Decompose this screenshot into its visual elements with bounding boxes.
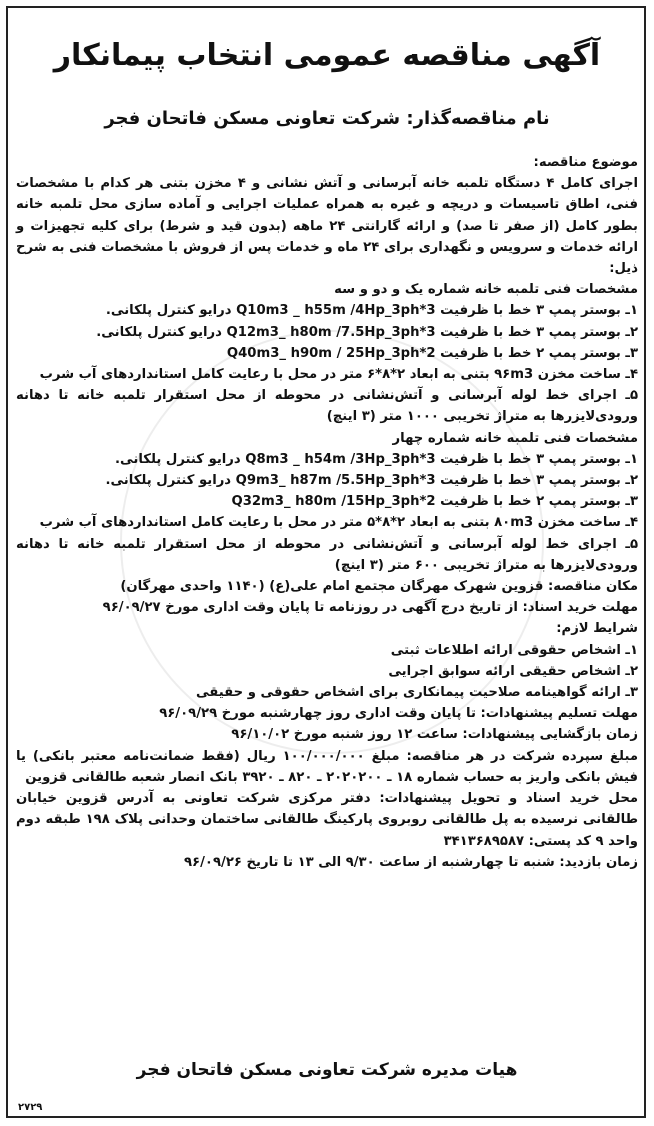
subject-text: اجرای کامل ۴ دستگاه تلمبه خانه آبرسانی و آتش نشانی و ۴ مخزن بتنی هر کدام با مشخصات فنی، اطاق تاسیسات و دریچه و غیره به همراه عملیات اجرایی و آماده سازی محل تلمبه خانه بطور کامل (از صفر تا صد) و ارائه گارانتی ۲۴ ماهه (بدون قید و شرط) برای کلیه تجهیزات و ارائه خدمات و سرویس و نگهداری برای ۲۴ ماه و خدمات پس از فروش با مشخصات فنی به شرح ذیل: [16, 176, 638, 277]
notice-title: آگهی مناقصه عمومی انتخاب پیمانکار [53, 38, 601, 73]
conditions-heading: شرایط لازم: [556, 621, 638, 637]
spec2-heading: مشخصات فنی تلمبه خانه شماره چهار [392, 430, 638, 446]
list-item: ۴ـ ساخت مخزن ۹۶m3 بتنی به ابعاد ۲*۸*۶ متر در محل با رعایت کامل استانداردهای آب شرب [39, 367, 638, 383]
spec2-list [16, 449, 638, 576]
list-item: ۳ـ بوستر پمپ ۲ خط با ظرفیت Q40m3_ h90m / 25Hp_3ph*2 [226, 345, 638, 361]
list-item: ۲ـ بوستر پمپ ۳ خط با ظرفیت Q9m3_ h87m /5.5Hp_3ph*3 درایو کنترل پلکانی. [105, 473, 638, 489]
spec1-list [16, 300, 638, 427]
list-item: ۵ـ اجرای خط لوله آبرسانی و آتش‌نشانی در محوطه از محل استقرار تلمبه خانه تا دهانه ورودی‌لایزرها به متراژ تخریبی ۶۰۰ متر (۳ اینچ) [16, 536, 638, 573]
deposit-line: مبلغ سپرده شرکت در هر مناقصه: مبلغ ۱۰۰/۰۰۰/۰۰۰ ریال (فقط ضمانت‌نامه معتبر بانکی) یا فیش بانکی واریز به حساب شماره ۱۸ ـ ۲۰۲۰۲۰۰ ـ ۸۲۰ ـ ۳۹۲۰ بانک انصار شعبه طالقانی قزوین [16, 748, 638, 785]
subject-heading: موضوع مناقصه: [533, 155, 638, 170]
list-item: ۳ـ بوستر پمپ ۲ خط با ظرفیت Q32m3_ h80m /15Hp_3ph*2 [231, 494, 638, 510]
conditions-list [16, 640, 638, 704]
notice-body [16, 152, 638, 873]
visit-time-line: زمان بازدید: شنبه تا چهارشنبه از ساعت ۹/۳۰ الی ۱۳ تا تاریخ ۹۶/۰۹/۲۶ [184, 854, 638, 870]
list-item: ۵ـ اجرای خط لوله آبرسانی و آتش‌نشانی در محوطه از محل استقرار تلمبه خانه تا دهانه ورودی‌لایزرها به متراژ تخریبی ۱۰۰۰ متر (۳ اینچ) [16, 388, 638, 425]
location-line: مکان مناقصه: قزوین شهرک مهرگان مجتمع امام علی(ع) (۱۱۴۰ واحدی مهرگان) [120, 579, 638, 595]
board-signature: هیات مدیره شرکت تعاونی مسکن فاتحان فجر [136, 1060, 518, 1080]
address-line: محل خرید اسناد و تحویل پیشنهادات: دفتر مرکزی شرکت تعاونی به آدرس قزوین خیابان طالقانی نرسیده به پل طالقانی روبروی پارکینگ طالقانی ساختمان وحدانی پلاک ۱۹۸ طبقه دوم واحد ۹ کد پستی: ۳۴۱۳۶۸۹۵۸۷ [16, 791, 638, 849]
organizer-line: نام مناقصه‌گذار: شرکت تعاونی مسکن فاتحان فجر [104, 108, 550, 129]
list-item: ۳ـ ارائه گواهینامه صلاحیت پیمانکاری برای اشخاص حقوقی و حقیقی [195, 685, 638, 701]
list-item: ۱ـ بوستر پمپ ۳ خط با ظرفیت Q8m3 _ h54m /3Hp_3ph*3 درایو کنترل پلکانی. [115, 451, 638, 467]
spec1-heading: مشخصات فنی تلمبه خانه شماره یک و دو و سه [334, 282, 638, 298]
notice-code: ۲۷۲۹ [18, 1102, 43, 1113]
doc-deadline-line: مهلت خرید اسناد: از تاریخ درج آگهی در روزنامه تا پایان وقت اداری مورخ ۹۶/۰۹/۲۷ [102, 600, 638, 616]
list-item: ۱ـ بوستر پمپ ۳ خط با ظرفیت Q10m3 _ h55m /4Hp_3ph*3 درایو کنترل پلکانی. [105, 303, 638, 319]
submit-deadline-line: مهلت تسلیم پیشنهادات: تا پایان وقت اداری روز چهارشنبه مورخ ۹۶/۰۹/۲۹ [159, 706, 638, 722]
opening-time-line: زمان بازگشایی پیشنهادات: ساعت ۱۲ روز شنبه مورخ ۹۶/۱۰/۰۲ [231, 727, 638, 743]
list-item: ۱ـ اشخاص حقوقی ارائه اطلاعات ثبتی [390, 642, 638, 658]
list-item: ۲ـ بوستر پمپ ۳ خط با ظرفیت Q12m3_ h80m /7.5Hp_3ph*3 درایو کنترل پلکانی. [96, 324, 638, 340]
list-item: ۲ـ اشخاص حقیقی ارائه سوابق اجرایی [388, 663, 638, 679]
list-item: ۴ـ ساخت مخزن ۸۰m3 بتنی به ابعاد ۲*۸*۵ متر در محل با رعایت کامل استانداردهای آب شرب [39, 515, 638, 531]
